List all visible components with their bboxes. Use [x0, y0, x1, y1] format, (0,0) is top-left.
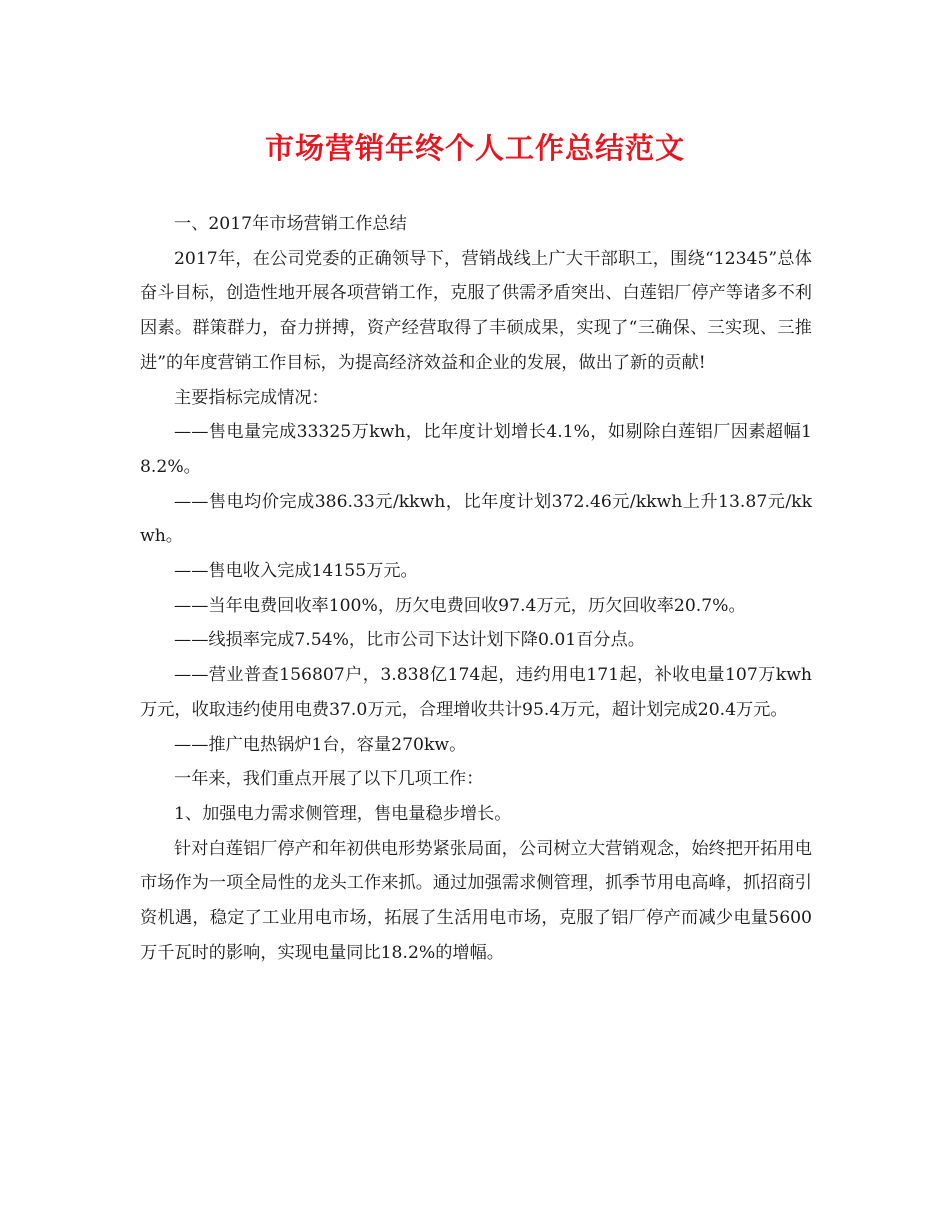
- indicator-item: ——当年电费回收率100%，历欠电费回收97.4万元，历欠回收率20.7%。: [174, 595, 746, 616]
- indicator-item: ——线损率完成7.54%，比市公司下达计划下降0.01百分点。: [174, 630, 645, 651]
- indicator-item: ——营业普查156807户，3.838亿174起，违约用电171起，补收电量107万kwh万元，收取违约使用电费37.0万元，合理增收共计95.4万元，超计划完成20.4万元。: [140, 665, 812, 720]
- intro-paragraph: 2017年，在公司党委的正确领导下，营销战线上广大干部职工，围绕“12345”总体奋斗目标，创造性地开展各项营销工作，克服了供需矛盾突出、白莲铝厂停产等诸多不利因素。群策群力，奋力拼搏，资产经营取得了丰硕成果，实现了“三确保、三实现、三推进”的年度营销工作目标，为提高经济效益和企业的发展，做出了新的贡献!: [140, 248, 812, 373]
- work-intro-paragraph: 一年来，我们重点开展了以下几项工作：: [174, 769, 484, 790]
- section-heading: 一、2017年市场营销工作总结: [174, 214, 407, 234]
- indicator-item: ——售电均价完成386.33元/kkwh，比年度计划372.46元/kkwh上升13.87元/kkwh。: [140, 491, 812, 547]
- work-item-heading: 1、加强电力需求侧管理，售电量稳步增长。: [174, 803, 512, 824]
- indicators-heading: 主要指标完成情况：: [174, 387, 329, 408]
- indicator-item: ——售电收入完成14155万元。: [174, 561, 418, 582]
- document-body: [140, 207, 812, 970]
- indicator-item: ——推广电热锅炉1台，容量270kw。: [174, 734, 467, 755]
- document-title: 市场营销年终个人工作总结范文: [264, 131, 685, 165]
- work-item-paragraph: 针对白莲铝厂停产和年初供电形势紧张局面，公司树立大营销观念，始终把开拓用电市场作为一项全局性的龙头工作来抓。通过加强需求侧管理，抓季节用电高峰，抓招商引资机遇，稳定了工业用电市场，拓展了生活用电市场，克服了铝厂停产而减少电量5600万千瓦时的影响，实现电量同比18.2%的增幅。: [140, 838, 812, 963]
- indicator-item: ——售电量完成33325万kwh，比年度计划增长4.1%，如剔除白莲铝厂因素超幅18.2%。: [140, 422, 812, 477]
